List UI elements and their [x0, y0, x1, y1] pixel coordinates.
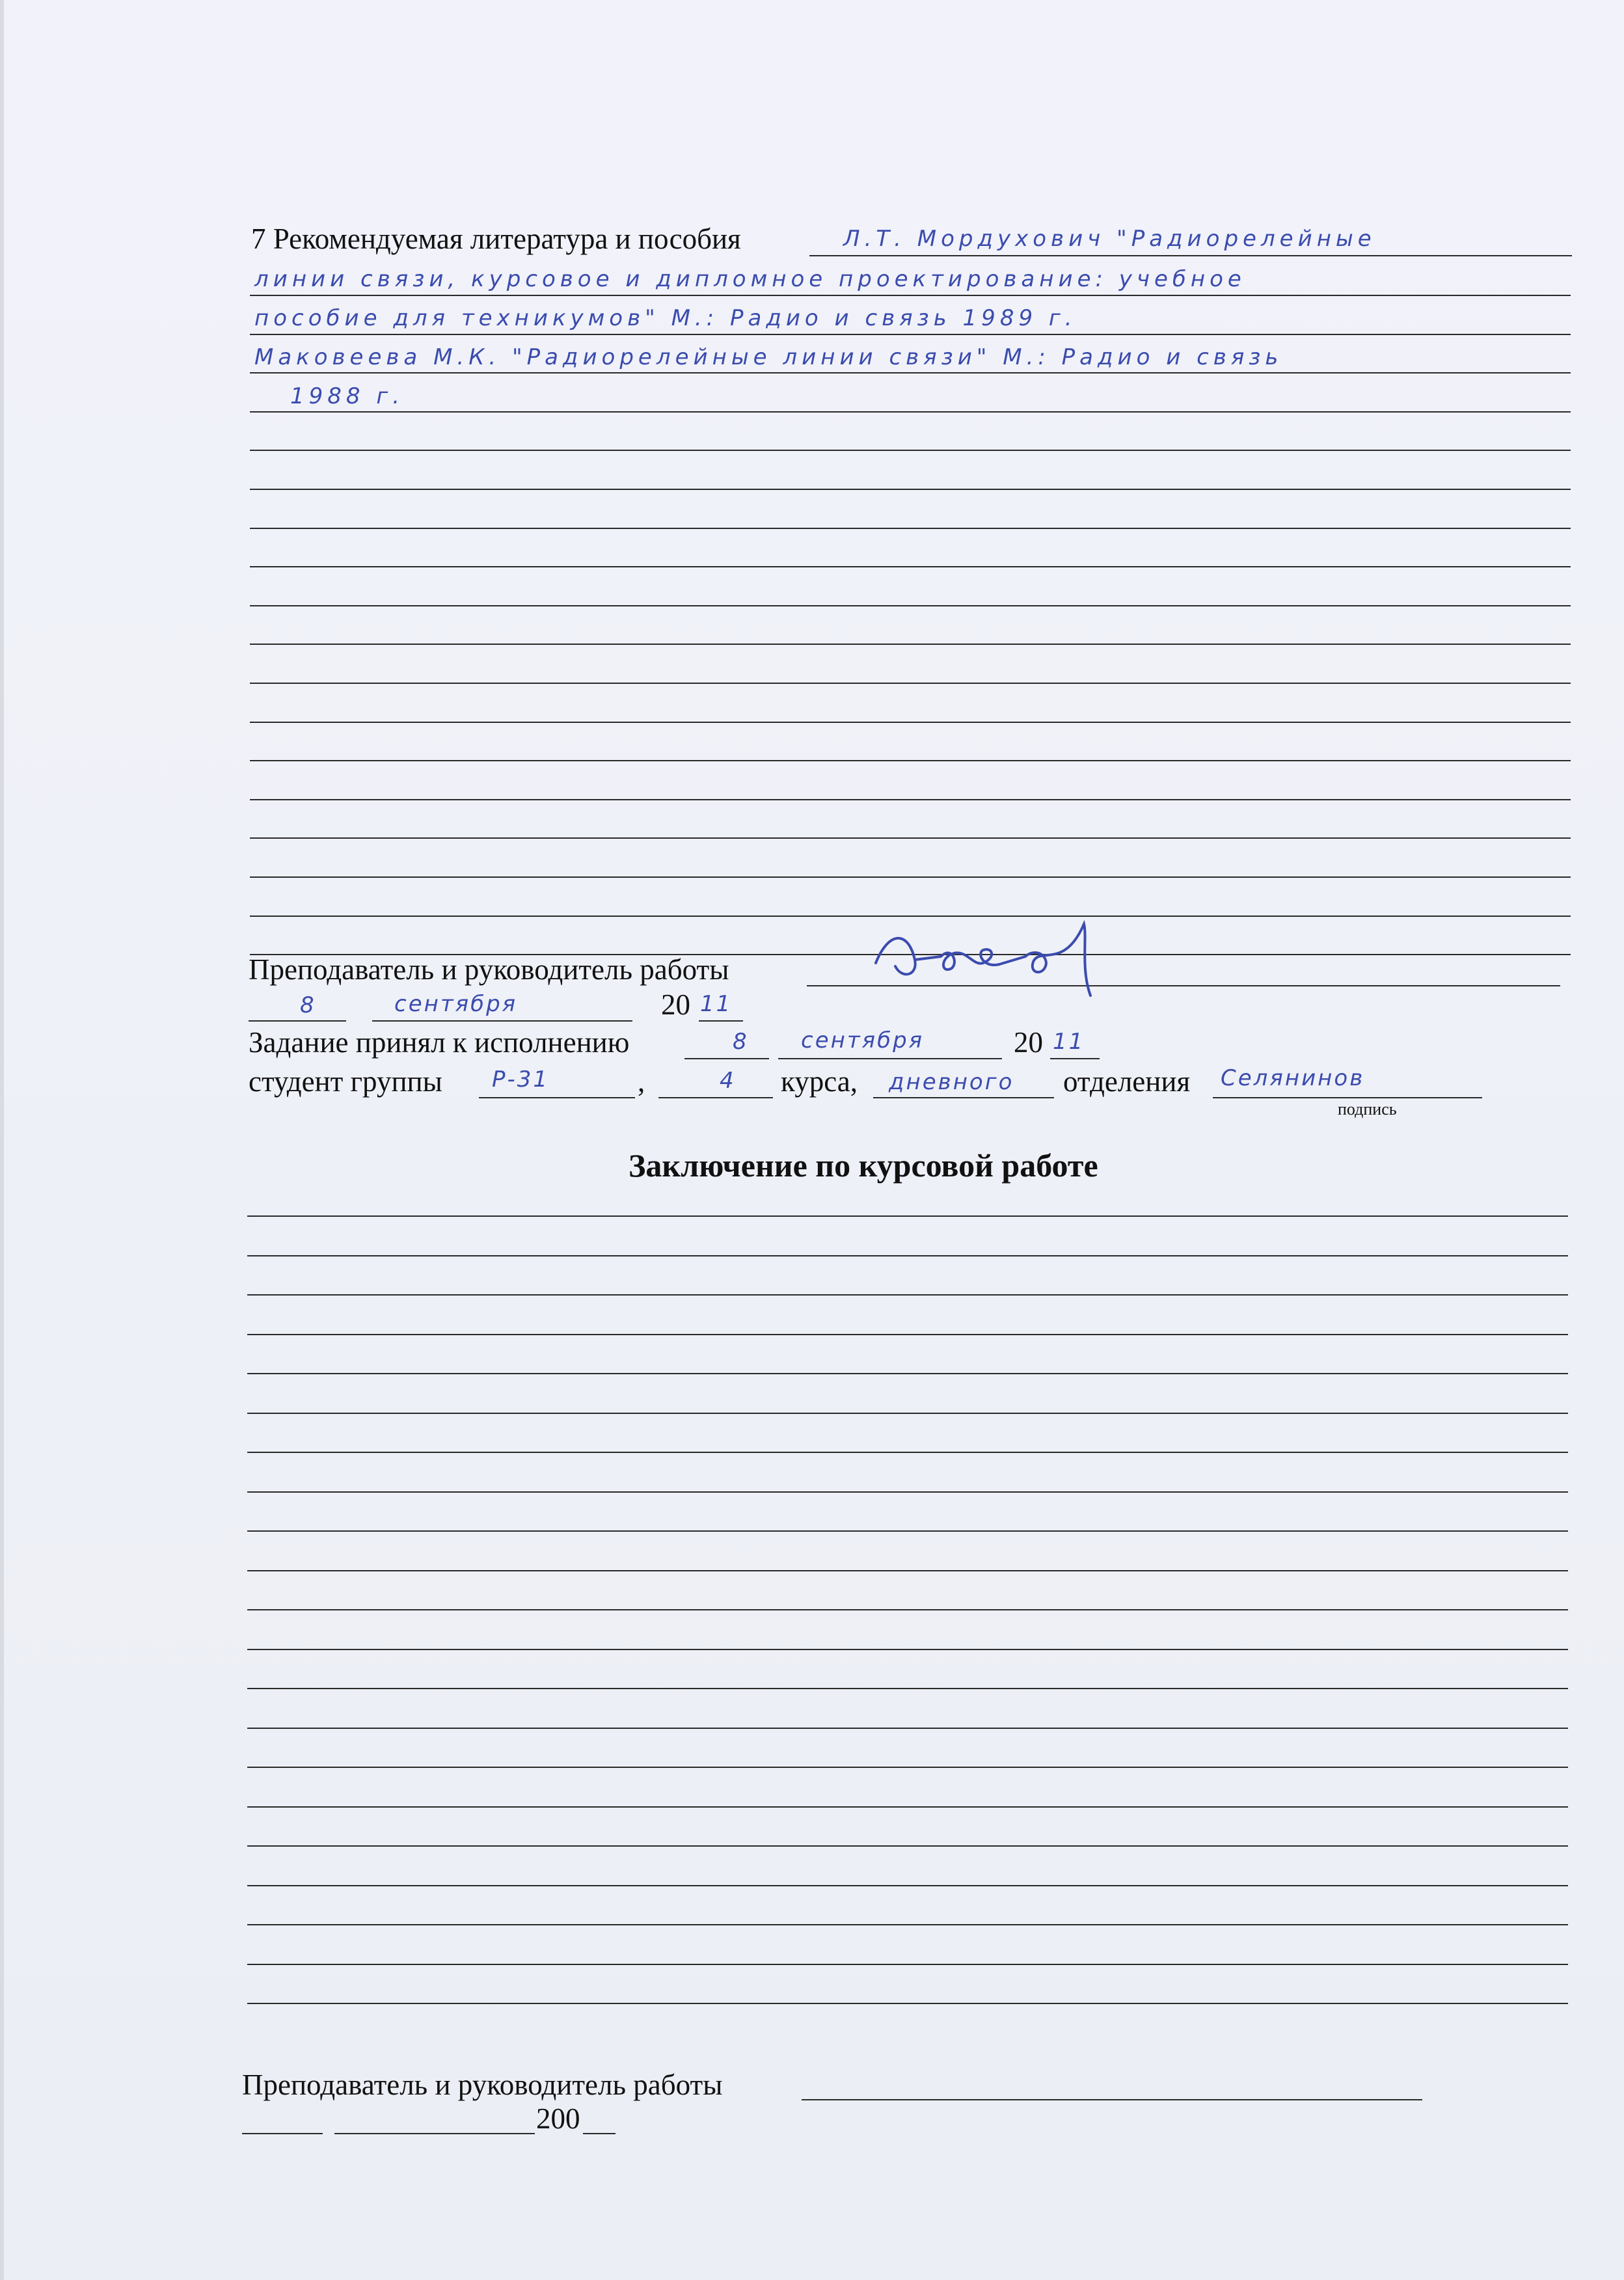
accepted-year-line — [1050, 1058, 1100, 1059]
supervisor-label: Преподаватель и руководитель работы — [249, 953, 729, 986]
signature-caption: подпись — [1338, 1100, 1397, 1119]
accepted-month: сентября — [801, 1027, 925, 1053]
accepted-year-suffix: 11 — [1053, 1029, 1085, 1055]
conclusion-year-line — [583, 2133, 616, 2134]
ruled-line — [247, 1964, 1568, 1965]
form-value: дневного — [889, 1069, 1014, 1095]
ruled-line — [250, 799, 1571, 800]
course-value: 4 — [720, 1068, 736, 1094]
ruled-line — [247, 1767, 1568, 1768]
group-comma: , — [638, 1065, 645, 1098]
ruled-line — [247, 2003, 1568, 2004]
conclusion-title: Заключение по курсовой работе — [629, 1147, 1098, 1184]
group-value: Р-31 — [492, 1066, 550, 1092]
section-7-label: 7 Рекомендуемая литература и пособия — [251, 223, 741, 255]
course-label: курса, — [781, 1065, 858, 1098]
ruled-line — [247, 1728, 1568, 1729]
ruled-line — [247, 1294, 1568, 1296]
date-day: 8 — [300, 992, 316, 1018]
date-year-suffix: 11 — [700, 991, 733, 1017]
date-day-line — [249, 1020, 346, 1022]
ruled-line — [247, 1491, 1568, 1493]
ruled-line — [250, 876, 1571, 878]
ruled-line — [247, 1413, 1568, 1414]
ruled-line — [250, 644, 1571, 645]
ruled-line — [247, 1215, 1568, 1217]
ruled-line — [250, 489, 1571, 490]
form-line — [873, 1097, 1054, 1098]
handwritten-text: Л.Т. Мордухович "Радиорелейные — [843, 226, 1376, 252]
ruled-line — [250, 760, 1571, 761]
conclusion-year-prefix: 200 — [536, 2102, 580, 2135]
ruled-line — [250, 837, 1571, 839]
ruled-line — [809, 255, 1572, 256]
ruled-line — [247, 1373, 1568, 1374]
accepted-year-prefix: 20 — [1014, 1026, 1043, 1059]
ruled-line — [247, 1649, 1568, 1650]
conclusion-month-line — [334, 2133, 535, 2134]
supervisor-signature — [869, 911, 1143, 1009]
handwritten-text: Маковеева М.К. "Радиорелейные линии связи" М.: Радио и связь — [254, 344, 1283, 370]
date-year-prefix: 20 — [661, 988, 690, 1021]
course-line — [658, 1097, 773, 1098]
handwritten-text: пособие для техникумов" М.: Радио и связь 1989 г. — [254, 305, 1077, 331]
ruled-line — [250, 566, 1571, 567]
ruled-line — [250, 411, 1571, 413]
accepted-day-line — [684, 1058, 769, 1059]
group-line — [479, 1097, 635, 1098]
ruled-line — [250, 334, 1571, 335]
ruled-line — [247, 1530, 1568, 1532]
ruled-line — [247, 1885, 1568, 1886]
ruled-line — [247, 1845, 1568, 1847]
ruled-line — [247, 1570, 1568, 1571]
ruled-line — [250, 605, 1571, 606]
student-signature-line — [1213, 1097, 1482, 1098]
ruled-line — [250, 528, 1571, 529]
handwritten-text: линии связи, курсовое и дипломное проектирование: учебное — [254, 266, 1246, 292]
conclusion-day-line — [242, 2133, 323, 2134]
conclusion-signature-line — [802, 2099, 1422, 2100]
student-signature: Селянинов — [1221, 1065, 1365, 1091]
accepted-month-line — [778, 1058, 1002, 1059]
handwritten-text: 1988 г. — [290, 383, 405, 409]
department-label: отделения — [1063, 1065, 1191, 1098]
accepted-label: Задание принял к исполнению — [249, 1026, 630, 1059]
accepted-day: 8 — [733, 1029, 749, 1055]
ruled-line — [247, 1924, 1568, 1925]
ruled-line — [250, 372, 1571, 373]
ruled-line — [247, 1806, 1568, 1808]
date-year-line — [699, 1020, 743, 1022]
date-month-line — [372, 1020, 632, 1022]
conclusion-supervisor-label: Преподаватель и руководитель работы — [242, 2069, 723, 2101]
ruled-line — [247, 1609, 1568, 1610]
ruled-line — [250, 683, 1571, 684]
ruled-line — [247, 1255, 1568, 1256]
ruled-line — [250, 450, 1571, 451]
ruled-line — [250, 295, 1571, 296]
ruled-line — [247, 1334, 1568, 1335]
ruled-line — [250, 722, 1571, 723]
group-label: студент группы — [249, 1065, 442, 1098]
ruled-line — [247, 1452, 1568, 1453]
ruled-line — [247, 1688, 1568, 1689]
date-month: сентября — [394, 991, 518, 1017]
